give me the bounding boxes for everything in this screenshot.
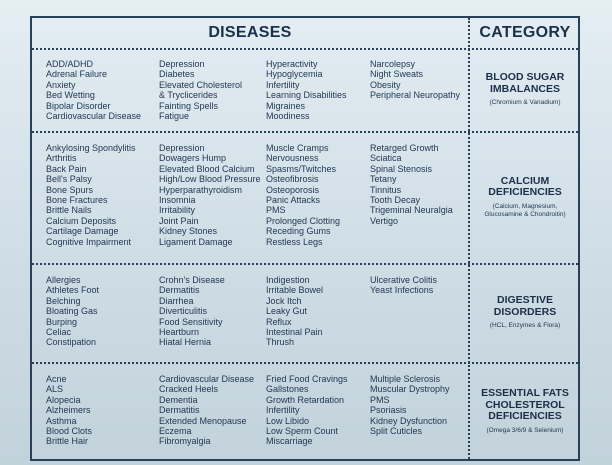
diseases-header: DISEASES [208,24,292,41]
disease-item: Vertigo [370,215,399,226]
disease-item: Kidney Dysfunction [370,415,448,426]
disease-item: Obesity [370,79,401,90]
disease-item: Learning Disabilities [266,90,347,101]
category-cell [470,362,580,461]
category-title [486,72,565,95]
disease-item: Fried Food Cravings [266,374,348,384]
disease-item: Narcolepsy [370,59,416,69]
disease-item: Asthma [46,415,77,426]
disease-item: Cardiovascular Disease [159,374,255,384]
category-subtitle-line: (Chromium & Vanadium) [489,99,561,106]
disease-item: Cognitive Impairment [46,236,132,247]
disease-item: ADD/ADHD [46,59,94,69]
disease-item: Hiatal Hernia [159,337,212,348]
category-cell [470,263,580,362]
disease-item: Calcium Deposits [46,215,117,226]
disease-column [46,374,92,447]
disease-item: Hyperparathyroidism [159,184,243,195]
category-title-line: DEFICIENCIES [488,186,562,198]
disease-column [266,59,347,121]
category-subtitle [484,203,565,219]
disease-item: & Tryclicerides [159,90,218,101]
disease-item: Low Sperm Count [266,426,339,437]
category-title-line: DISORDERS [493,305,557,318]
disease-column [370,143,453,226]
disease-item: Brittle Nails [46,205,92,216]
category-subtitle-line: (HCL, Enzymes & Flora) [489,322,561,329]
disease-item: Belching [46,295,81,306]
category-cell [470,48,580,131]
disease-section-1 [32,59,468,131]
category-subtitle [489,99,560,107]
disease-item: Yeast Infections [370,285,434,296]
disease-item: Receding Gums [266,226,331,237]
category-subtitle-line: Glucosamine & Chondroitin) [484,210,566,218]
disease-section-3 [32,275,468,362]
disease-item: Back Pain [46,163,87,174]
disease-column [266,374,348,447]
disease-column [370,374,450,436]
disease-item: Acne [46,374,67,384]
disease-item: Bone Fractures [46,195,108,206]
disease-item: Low Libido [266,415,310,426]
disease-item: Infertility [266,405,300,416]
disease-item: Alzheimers [46,405,91,416]
disease-item: Bloating Gas [46,306,98,317]
disease-column [370,59,460,101]
disease-item: Panic Attacks [266,195,321,206]
disease-item: Cracked Heels [159,384,219,395]
disease-item: Osteofibrosis [266,174,319,185]
disease-item: Joint Pain [159,215,199,226]
disease-item: Ulcerative Colitis [370,275,438,285]
disease-item: Ligament Damage [159,236,233,247]
disease-item: Athletes Foot [46,285,100,296]
disease-item: Growth Retardation [266,394,345,405]
category-subtitle [487,427,564,435]
category-title-line: CALCIUM [500,174,550,187]
disease-item: Arthritis [46,153,77,164]
disease-item: Bipolar Disorder [46,100,111,111]
category-title-line: CHOLESTEROL [485,398,565,411]
disease-item: Thrush [266,337,295,348]
disease-column [159,59,242,121]
disease-item: Kidney Stones [159,226,218,237]
disease-item: Constipation [46,337,97,348]
disease-item: Irritable Bowel [266,285,324,296]
disease-item: Fainting Spells [159,100,219,111]
disease-item: High/Low Blood Pressure [159,174,261,185]
disease-item: Allergies [46,275,81,285]
disease-column [159,374,254,447]
disease-item: ALS [46,384,64,395]
disease-item: Leaky Gut [266,306,308,317]
disease-item: Infertility [266,79,300,90]
disease-item: Brittle Hair [46,436,89,447]
disease-column [266,275,323,348]
disease-item: Night Sweats [370,69,424,80]
disease-item: Diabetes [159,69,195,80]
disease-section-2 [32,143,468,263]
category-title [481,388,569,423]
category-title [488,176,562,199]
disease-item: Jock Itch [266,295,302,306]
disease-item: Restless Legs [266,236,323,247]
category-subtitle [490,322,560,330]
category-title-line: DIGESTIVE [496,294,553,306]
disease-column [46,143,136,247]
disease-item: Crohn's Disease [159,275,225,285]
disease-item: Sciatica [370,153,402,164]
disease-item: Muscular Dystrophy [370,384,450,395]
disease-item: Indigestion [266,275,310,285]
disease-item: Dementia [159,394,198,405]
disease-column [159,143,261,247]
category-subtitle-line: (Omega 3/6/9 & Selenium) [486,426,564,434]
disease-item: Diverticulitis [159,306,208,317]
disease-item: Depression [159,59,205,69]
disease-item: Hypoglycemia [266,69,323,80]
disease-item: Peripheral Neuropathy [370,90,461,101]
disease-item: Eczema [159,426,192,437]
disease-item: Multiple Sclerosis [370,374,441,384]
disease-item: Nervousness [266,153,319,164]
disease-item: Reflux [266,316,292,327]
disease-item: Insomnia [159,195,196,206]
disease-item: Dowagers Hump [159,153,227,164]
disease-column [266,143,340,247]
disease-item: Retarged Growth [370,143,439,153]
category-cell [470,131,580,263]
disease-item: Celiac [46,327,72,338]
disease-item: Extended Menopause [159,415,247,426]
disease-item: Trigeminal Neuralgia [370,205,453,216]
disease-item: Migraines [266,100,306,111]
disease-category-table [30,16,580,461]
disease-section-4 [32,374,468,461]
disease-item: Cartilage Damage [46,226,119,237]
disease-item: Fibromyalgia [159,436,211,447]
disease-item: Heartburn [159,327,200,338]
category-title [494,295,556,318]
disease-item: Elevated Cholesterol [159,79,243,90]
disease-item: Elevated Blood Calcium [159,163,255,174]
disease-item: Split Cuticles [370,426,423,437]
disease-item: Spinal Stenosis [370,163,433,174]
category-title-line: ESSENTIAL FATS [481,387,569,400]
disease-item: Bed Wetting [46,90,95,101]
disease-item: Fatigue [159,111,190,122]
disease-item: Muscle Cramps [266,143,329,153]
disease-column [46,275,99,348]
disease-item: Ankylosing Spondylitis [46,143,136,153]
disease-item: Tooth Decay [370,195,421,206]
disease-column [370,275,437,296]
disease-item: Blood Clots [46,426,93,437]
disease-item: Diarrhea [159,295,194,306]
disease-item: Prolonged Clotting [266,215,341,226]
disease-item: Anxiety [46,79,76,90]
disease-column [159,275,225,348]
disease-item: Moodiness [266,111,310,122]
disease-item: Tetany [370,174,397,185]
disease-item: Burping [46,316,78,327]
disease-item: Intestinal Pain [266,327,323,338]
disease-item: Cardiovascular Disease [46,111,142,122]
disease-item: Hyperactivity [266,59,318,69]
disease-item: Miscarriage [266,436,313,447]
disease-column [46,59,141,121]
disease-item: Bone Spurs [46,184,94,195]
disease-item: PMS [266,205,286,216]
category-title-line: DEFICIENCIES [488,410,562,423]
disease-item: PMS [370,394,390,405]
disease-item: Irritability [159,205,196,216]
category-title-line: BLOOD SUGAR [485,71,565,83]
disease-item: Adrenal Failure [46,69,108,80]
disease-item: Food Sensitivity [159,316,223,327]
category-title-line: IMBALANCES [490,82,560,95]
disease-item: Spasms/Twitches [266,163,337,174]
disease-item: Psoriasis [370,405,407,416]
disease-item: Gallstones [266,384,309,395]
category-header: CATEGORY [479,24,571,41]
disease-item: Dermatitis [159,285,200,296]
disease-item: Dermatitis [159,405,200,416]
disease-item: Tinnitus [370,184,402,195]
disease-item: Depression [159,143,205,153]
disease-item: Alopecia [46,394,81,405]
disease-item: Osteoporosis [266,184,320,195]
disease-item: Bell's Palsy [46,174,92,185]
category-subtitle-line: (Calcium, Magnesium, [492,202,558,210]
